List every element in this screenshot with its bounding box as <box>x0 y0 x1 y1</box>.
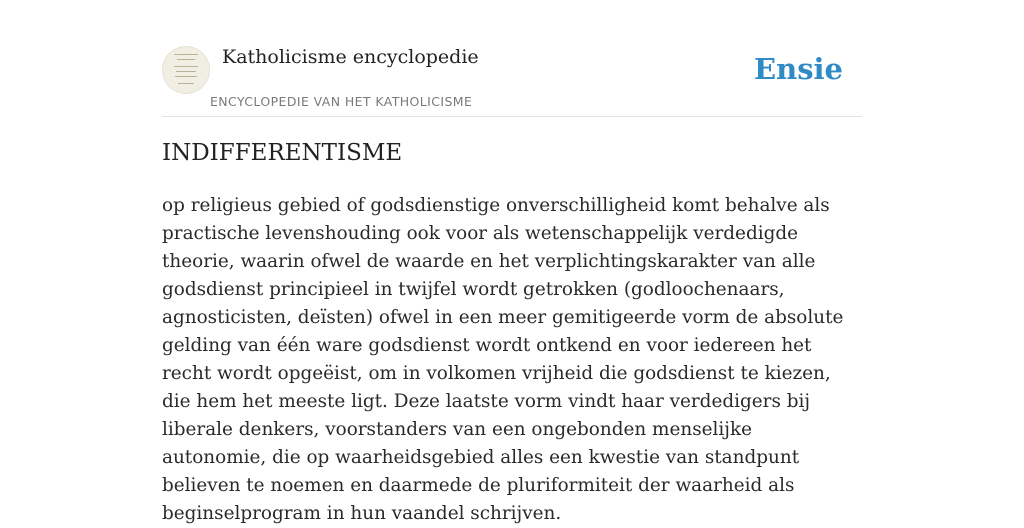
site-header <box>162 0 862 117</box>
page <box>162 0 862 524</box>
site-subtitle: ENCYCLOPEDIE VAN HET KATHOLICISME <box>210 94 473 109</box>
encyclopedia-cover-thumbnail-icon[interactable] <box>162 46 210 94</box>
entry-body-text: op religieus gebied of godsdienstige onverschilligheid komt behalve als practische levenshouding ook voor als wetenschappelijk verdedigde theorie, waarin ofwel de waarde en het verplichtingskarakter van alle godsdienst principieel in twijfel wordt getrokken (godloochenaars, agnosticisten, deïsten) ofwel in een meer gemitigeerde vorm de absolute gelding van één ware godsdienst wordt ontkend en voor iedereen het recht wordt opgeëist, om in volkomen vrijheid die godsdienst te kiezen, die hem het meeste ligt. Deze laatste vorm vindt haar verdedigers bij liberale denkers, voorstanders van een ongebonden menselijke autonomie, die op waarheidsgebied alles een kwestie van standpunt believen te noemen en daarmede de pluriformiteit der waarheid als beginselprogram in hun vaandel schrijven. <box>162 195 844 524</box>
entry-title: INDIFFERENTISME <box>162 140 403 166</box>
ensie-logo-link[interactable]: Ensie <box>754 52 843 86</box>
site-title[interactable]: Katholicisme encyclopedie <box>222 46 479 68</box>
